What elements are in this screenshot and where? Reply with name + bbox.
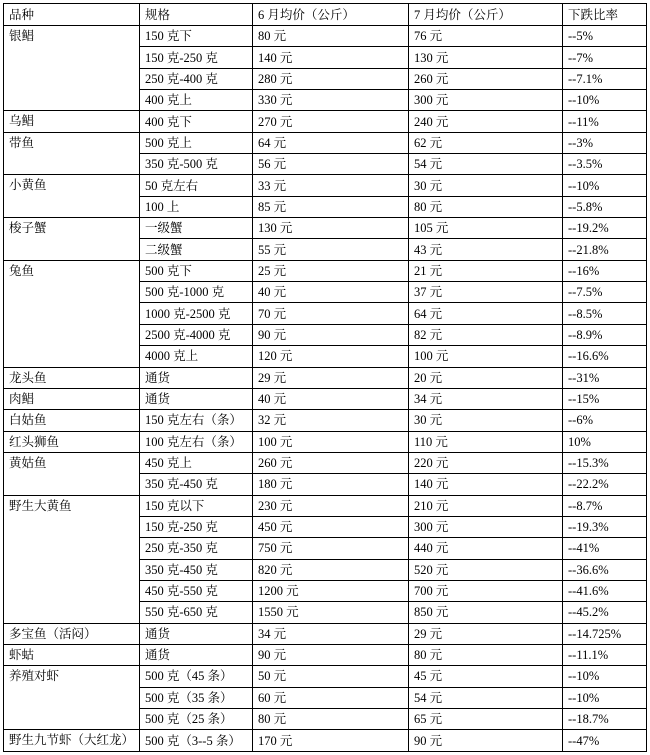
header-decline-rate: 下跌比率 [563, 4, 647, 26]
july-price-cell: 260 元 [409, 68, 563, 89]
table-header-row [4, 4, 647, 26]
july-price-cell: 54 元 [409, 687, 563, 708]
decline-rate-cell: --7% [563, 47, 647, 68]
decline-rate-cell: --18.7% [563, 709, 647, 730]
july-price-cell: 43 元 [409, 239, 563, 260]
spec-cell: 400 克上 [140, 90, 253, 111]
decline-rate-cell: --16% [563, 260, 647, 281]
june-price-cell: 100 元 [253, 431, 409, 452]
spec-cell: 100 上 [140, 196, 253, 217]
spec-cell: 二级蟹 [140, 239, 253, 260]
header-spec: 规格 [140, 4, 253, 26]
header-variety: 品种 [4, 4, 140, 26]
july-price-cell: 300 元 [409, 90, 563, 111]
decline-rate-cell: --16.6% [563, 346, 647, 367]
july-price-cell: 110 元 [409, 431, 563, 452]
table-row [4, 132, 647, 153]
decline-rate-cell: --11.1% [563, 644, 647, 665]
june-price-cell: 90 元 [253, 324, 409, 345]
decline-rate-cell: --10% [563, 175, 647, 196]
spec-cell: 550 克-650 克 [140, 602, 253, 623]
june-price-cell: 70 元 [253, 303, 409, 324]
variety-cell: 养殖对虾 [4, 666, 140, 730]
decline-rate-cell: --36.6% [563, 559, 647, 580]
july-price-cell: 82 元 [409, 324, 563, 345]
june-price-cell: 29 元 [253, 367, 409, 388]
june-price-cell: 260 元 [253, 452, 409, 473]
table-row [4, 218, 647, 239]
july-price-cell: 34 元 [409, 388, 563, 409]
table-row [4, 495, 647, 516]
june-price-cell: 56 元 [253, 154, 409, 175]
spec-cell: 450 克-550 克 [140, 580, 253, 601]
spec-cell: 150 克下 [140, 26, 253, 47]
spec-cell: 250 克-350 克 [140, 538, 253, 559]
spec-cell: 通货 [140, 388, 253, 409]
table-row [4, 26, 647, 47]
decline-rate-cell: 10% [563, 431, 647, 452]
july-price-cell: 300 元 [409, 516, 563, 537]
decline-rate-cell: --21.8% [563, 239, 647, 260]
table-row [4, 410, 647, 431]
spec-cell: 150 克以下 [140, 495, 253, 516]
spec-cell: 通货 [140, 367, 253, 388]
decline-rate-cell: --8.9% [563, 324, 647, 345]
july-price-cell: 700 元 [409, 580, 563, 601]
june-price-cell: 55 元 [253, 239, 409, 260]
july-price-cell: 64 元 [409, 303, 563, 324]
july-price-cell: 440 元 [409, 538, 563, 559]
decline-rate-cell: --10% [563, 90, 647, 111]
decline-rate-cell: --3% [563, 132, 647, 153]
variety-cell: 龙头鱼 [4, 367, 140, 388]
variety-cell: 野生大黄鱼 [4, 495, 140, 623]
june-price-cell: 85 元 [253, 196, 409, 217]
table-row [4, 431, 647, 452]
june-price-cell: 25 元 [253, 260, 409, 281]
table-row [4, 623, 647, 644]
june-price-cell: 750 元 [253, 538, 409, 559]
variety-cell: 红头狮鱼 [4, 431, 140, 452]
july-price-cell: 140 元 [409, 474, 563, 495]
june-price-cell: 80 元 [253, 709, 409, 730]
june-price-cell: 140 元 [253, 47, 409, 68]
spec-cell: 通货 [140, 623, 253, 644]
july-price-cell: 30 元 [409, 410, 563, 431]
decline-rate-cell: --11% [563, 111, 647, 132]
table-row [4, 388, 647, 409]
june-price-cell: 330 元 [253, 90, 409, 111]
spec-cell: 一级蟹 [140, 218, 253, 239]
june-price-cell: 32 元 [253, 410, 409, 431]
decline-rate-cell: --3.5% [563, 154, 647, 175]
variety-cell: 肉鲳 [4, 388, 140, 409]
june-price-cell: 450 元 [253, 516, 409, 537]
decline-rate-cell: --22.2% [563, 474, 647, 495]
variety-cell: 白姑鱼 [4, 410, 140, 431]
spec-cell: 350 克-450 克 [140, 474, 253, 495]
table-row [4, 666, 647, 687]
variety-cell: 野生九节虾（大红龙） [4, 730, 140, 751]
variety-cell: 带鱼 [4, 132, 140, 175]
variety-cell: 梭子蟹 [4, 218, 140, 261]
july-price-cell: 80 元 [409, 644, 563, 665]
table-row [4, 367, 647, 388]
decline-rate-cell: --19.2% [563, 218, 647, 239]
variety-cell: 兔鱼 [4, 260, 140, 367]
june-price-cell: 40 元 [253, 282, 409, 303]
decline-rate-cell: --7.5% [563, 282, 647, 303]
june-price-cell: 50 元 [253, 666, 409, 687]
june-price-cell: 1200 元 [253, 580, 409, 601]
july-price-cell: 105 元 [409, 218, 563, 239]
june-price-cell: 40 元 [253, 388, 409, 409]
decline-rate-cell: --15% [563, 388, 647, 409]
decline-rate-cell: --31% [563, 367, 647, 388]
decline-rate-cell: --8.5% [563, 303, 647, 324]
june-price-cell: 170 元 [253, 730, 409, 751]
july-price-cell: 220 元 [409, 452, 563, 473]
june-price-cell: 120 元 [253, 346, 409, 367]
july-price-cell: 30 元 [409, 175, 563, 196]
variety-cell: 银鲳 [4, 26, 140, 111]
july-price-cell: 54 元 [409, 154, 563, 175]
variety-cell: 乌鲳 [4, 111, 140, 132]
july-price-cell: 76 元 [409, 26, 563, 47]
july-price-cell: 520 元 [409, 559, 563, 580]
table-row [4, 644, 647, 665]
table-row [4, 452, 647, 473]
spec-cell: 通货 [140, 644, 253, 665]
spec-cell: 500 克（45 条） [140, 666, 253, 687]
spec-cell: 500 克上 [140, 132, 253, 153]
header-july-price: 7 月均价（公斤） [409, 4, 563, 26]
variety-cell: 黄姑鱼 [4, 452, 140, 495]
variety-cell: 小黄鱼 [4, 175, 140, 218]
july-price-cell: 21 元 [409, 260, 563, 281]
june-price-cell: 1550 元 [253, 602, 409, 623]
header-june-price: 6 月均价（公斤） [253, 4, 409, 26]
decline-rate-cell: --7.1% [563, 68, 647, 89]
decline-rate-cell: --19.3% [563, 516, 647, 537]
june-price-cell: 60 元 [253, 687, 409, 708]
spec-cell: 4000 克上 [140, 346, 253, 367]
spec-cell: 350 克-450 克 [140, 559, 253, 580]
july-price-cell: 850 元 [409, 602, 563, 623]
decline-rate-cell: --14.725% [563, 623, 647, 644]
june-price-cell: 34 元 [253, 623, 409, 644]
spec-cell: 500 克（35 条） [140, 687, 253, 708]
decline-rate-cell: --6% [563, 410, 647, 431]
spec-cell: 500 克下 [140, 260, 253, 281]
july-price-cell: 20 元 [409, 367, 563, 388]
fish-price-table [3, 3, 647, 752]
june-price-cell: 80 元 [253, 26, 409, 47]
decline-rate-cell: --15.3% [563, 452, 647, 473]
table-head [4, 4, 647, 26]
july-price-cell: 210 元 [409, 495, 563, 516]
decline-rate-cell: --41% [563, 538, 647, 559]
table-row [4, 260, 647, 281]
spec-cell: 150 克-250 克 [140, 47, 253, 68]
july-price-cell: 37 元 [409, 282, 563, 303]
spec-cell: 500 克（3--5 条） [140, 730, 253, 751]
june-price-cell: 820 元 [253, 559, 409, 580]
spec-cell: 450 克上 [140, 452, 253, 473]
july-price-cell: 240 元 [409, 111, 563, 132]
variety-cell: 多宝鱼（活闷） [4, 623, 140, 644]
table-row [4, 175, 647, 196]
july-price-cell: 29 元 [409, 623, 563, 644]
spec-cell: 150 克-250 克 [140, 516, 253, 537]
decline-rate-cell: --10% [563, 666, 647, 687]
july-price-cell: 65 元 [409, 709, 563, 730]
variety-cell: 虾蛄 [4, 644, 140, 665]
decline-rate-cell: --47% [563, 730, 647, 751]
decline-rate-cell: --10% [563, 687, 647, 708]
spec-cell: 50 克左右 [140, 175, 253, 196]
july-price-cell: 130 元 [409, 47, 563, 68]
decline-rate-cell: --5% [563, 26, 647, 47]
spec-cell: 500 克（25 条） [140, 709, 253, 730]
table-row [4, 111, 647, 132]
table-body [4, 26, 647, 752]
june-price-cell: 64 元 [253, 132, 409, 153]
spec-cell: 100 克左右（条） [140, 431, 253, 452]
spec-cell: 150 克左右（条） [140, 410, 253, 431]
spec-cell: 1000 克-2500 克 [140, 303, 253, 324]
july-price-cell: 62 元 [409, 132, 563, 153]
july-price-cell: 90 元 [409, 730, 563, 751]
spec-cell: 350 克-500 克 [140, 154, 253, 175]
june-price-cell: 280 元 [253, 68, 409, 89]
july-price-cell: 80 元 [409, 196, 563, 217]
decline-rate-cell: --8.7% [563, 495, 647, 516]
june-price-cell: 230 元 [253, 495, 409, 516]
spec-cell: 2500 克-4000 克 [140, 324, 253, 345]
decline-rate-cell: --41.6% [563, 580, 647, 601]
spec-cell: 250 克-400 克 [140, 68, 253, 89]
spec-cell: 400 克下 [140, 111, 253, 132]
july-price-cell: 100 元 [409, 346, 563, 367]
june-price-cell: 90 元 [253, 644, 409, 665]
june-price-cell: 270 元 [253, 111, 409, 132]
july-price-cell: 45 元 [409, 666, 563, 687]
june-price-cell: 33 元 [253, 175, 409, 196]
june-price-cell: 180 元 [253, 474, 409, 495]
spec-cell: 500 克-1000 克 [140, 282, 253, 303]
decline-rate-cell: --5.8% [563, 196, 647, 217]
decline-rate-cell: --45.2% [563, 602, 647, 623]
table-row [4, 730, 647, 751]
june-price-cell: 130 元 [253, 218, 409, 239]
